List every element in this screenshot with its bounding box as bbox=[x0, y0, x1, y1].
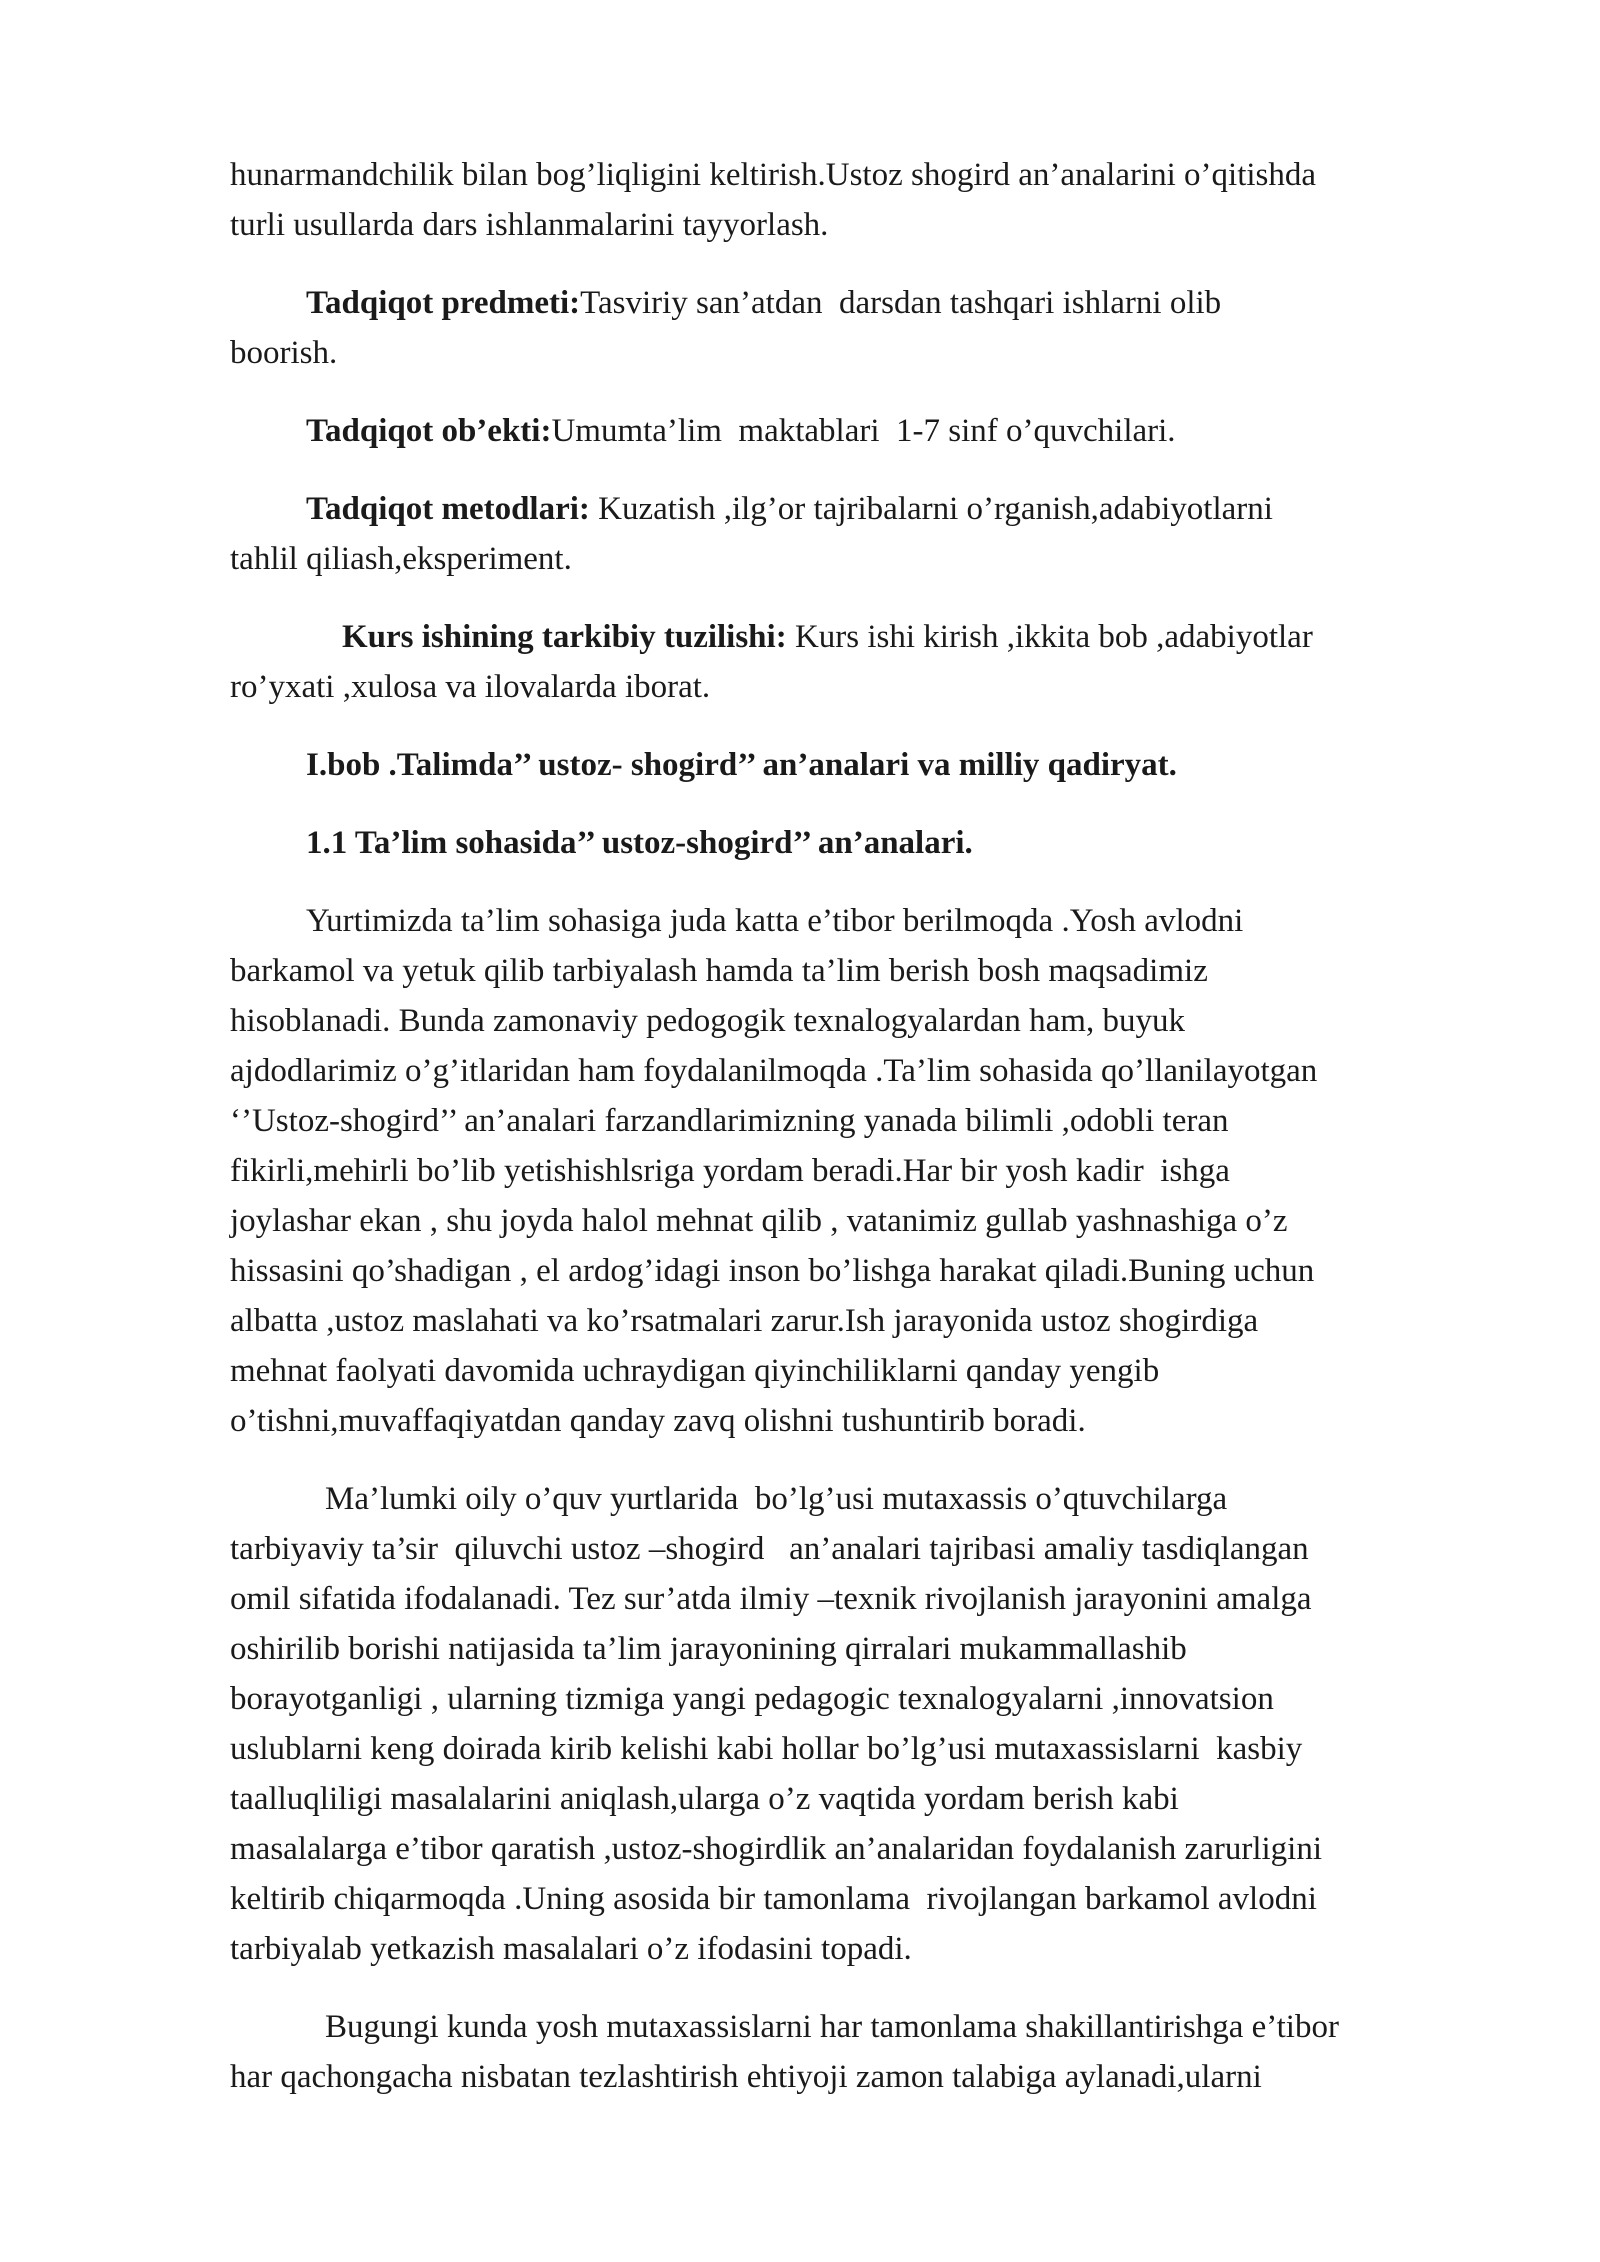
text-line: mehnat faolyati davomida uchraydigan qiyinchiliklarni qanday yengib bbox=[230, 1353, 1160, 1389]
intro-paragraph bbox=[230, 150, 1520, 250]
chapter-heading: I.bob .Talimda’’ ustoz- shogird’’ an’analari va milliy qadiryat. bbox=[306, 747, 1177, 783]
text-line: tarbiyalab yetkazish masalalari o’z ifodasini topadi. bbox=[230, 1931, 912, 1967]
text-line: Ma’lumki oily o’quv yurtlarida bo’lg’usi mutaxassis o’qtuvchilarga bbox=[325, 1481, 1228, 1517]
text-line: barkamol va yetuk qilib tarbiyalash hamda ta’lim berish bosh maqsadimiz bbox=[230, 953, 1208, 989]
research-object-paragraph bbox=[230, 406, 1520, 456]
text-line: tarbiyaviy ta’sir qiluvchi ustoz –shogird an’analari tajribasi amaliy tasdiqlangan bbox=[230, 1531, 1309, 1567]
body-paragraph-2 bbox=[230, 1474, 1520, 1974]
course-structure-label: Kurs ishining tarkibiy tuzilishi: bbox=[342, 619, 787, 655]
course-structure-text: Kurs ishi kirish ,ikkita bob ,adabiyotlar bbox=[786, 619, 1313, 655]
research-subject-paragraph bbox=[230, 278, 1520, 378]
text-line: masalalarga e’tibor qaratish ,ustoz-shogirdlik an’analaridan foydalanish zarurligini bbox=[230, 1831, 1322, 1867]
document-page bbox=[230, 150, 1520, 2102]
research-object-text: Umumta’lim maktablari 1-7 sinf o’quvchilari. bbox=[551, 413, 1176, 449]
text-line: hissasini qo’shadigan , el ardog’idagi inson bo’lishga harakat qiladi.Buning uchun bbox=[230, 1253, 1315, 1289]
text-line: uslublarni keng doirada kirib kelishi kabi hollar bo’lg’usi mutaxassislarni kasbiy bbox=[230, 1731, 1303, 1767]
research-object-label: Tadqiqot ob’ekti: bbox=[306, 413, 552, 449]
text-line: joylashar ekan , shu joyda halol mehnat qilib , vatanimiz gullab yashnashiga o’z bbox=[230, 1203, 1288, 1239]
text-line: albatta ,ustoz maslahati va ko’rsatmalari zarur.Ish jarayonida ustoz shogirdiga bbox=[230, 1303, 1259, 1339]
text-line: omil sifatida ifodalanadi. Tez sur’atda ilmiy –texnik rivojlanish jarayonini amalga bbox=[230, 1581, 1312, 1617]
text-line: o’tishni,muvaffaqiyatdan qanday zavq olishni tushuntirib boradi. bbox=[230, 1403, 1086, 1439]
text-line: borayotganligi , ularning tizmiga yangi pedagogic texnalogyalarni ,innovatsion bbox=[230, 1681, 1274, 1717]
text-line: oshirilib borishi natijasida ta’lim jarayonining qirralari mukammallashib bbox=[230, 1631, 1187, 1667]
text-line: ‘’Ustoz-shogird’’ an’analari farzandlarimizning yanada bilimli ,odobli teran bbox=[230, 1103, 1229, 1139]
research-subject-label: Tadqiqot predmeti: bbox=[306, 285, 581, 321]
text-line: taalluqliligi masalalarini aniqlash,ularga o’z vaqtida yordam berish kabi bbox=[230, 1781, 1179, 1817]
research-methods-label: Tadqiqot metodlari: bbox=[306, 491, 590, 527]
research-methods-text: Kuzatish ,ilg’or tajribalarni o’rganish,adabiyotlarni bbox=[589, 491, 1273, 527]
text-line: Bugungi kunda yosh mutaxassislarni har tamonlama shakillantirishga e’tibor bbox=[325, 2009, 1339, 2045]
course-structure-paragraph bbox=[230, 612, 1520, 712]
section-heading: 1.1 Ta’lim sohasida’’ ustoz-shogird’’ an’analari. bbox=[306, 825, 973, 861]
body-paragraph-1 bbox=[230, 896, 1520, 1446]
text-line: turli usullarda dars ishlanmalarini tayyorlash. bbox=[230, 207, 829, 243]
body-paragraph-3 bbox=[230, 2002, 1520, 2102]
text-line: Yurtimizda ta’lim sohasiga juda katta e’tibor berilmoqda .Yosh avlodni bbox=[306, 903, 1244, 939]
text-line: fikirli,mehirli bo’lib yetishishlsriga yordam beradi.Har bir yosh kadir ishga bbox=[230, 1153, 1230, 1189]
research-subject-text: Tasviriy san’atdan darsdan tashqari ishlarni olib bbox=[580, 285, 1222, 321]
text-line: keltirib chiqarmoqda .Uning asosida bir tamonlama rivojlangan barkamol avlodni bbox=[230, 1881, 1317, 1917]
text-line: har qachongacha nisbatan tezlashtirish ehtiyoji zamon talabiga aylanadi,ularni bbox=[230, 2059, 1262, 2095]
text-line: hisoblanadi. Bunda zamonaviy pedogogik texnalogyalardan ham, buyuk bbox=[230, 1003, 1185, 1039]
text-line: hunarmandchilik bilan bog’liqligini keltirish.Ustoz shogird an’analarini o’qitishda bbox=[230, 157, 1317, 193]
text-line: ro’yxati ,xulosa va ilovalarda iborat. bbox=[230, 669, 711, 705]
research-methods-paragraph bbox=[230, 484, 1520, 584]
text-line: tahlil qiliash,eksperiment. bbox=[230, 541, 572, 577]
text-line: ajdodlarimiz o’g’itlaridan ham foydalanilmoqda .Ta’lim sohasida qo’llanilayotgan bbox=[230, 1053, 1318, 1089]
text-line: boorish. bbox=[230, 335, 338, 371]
